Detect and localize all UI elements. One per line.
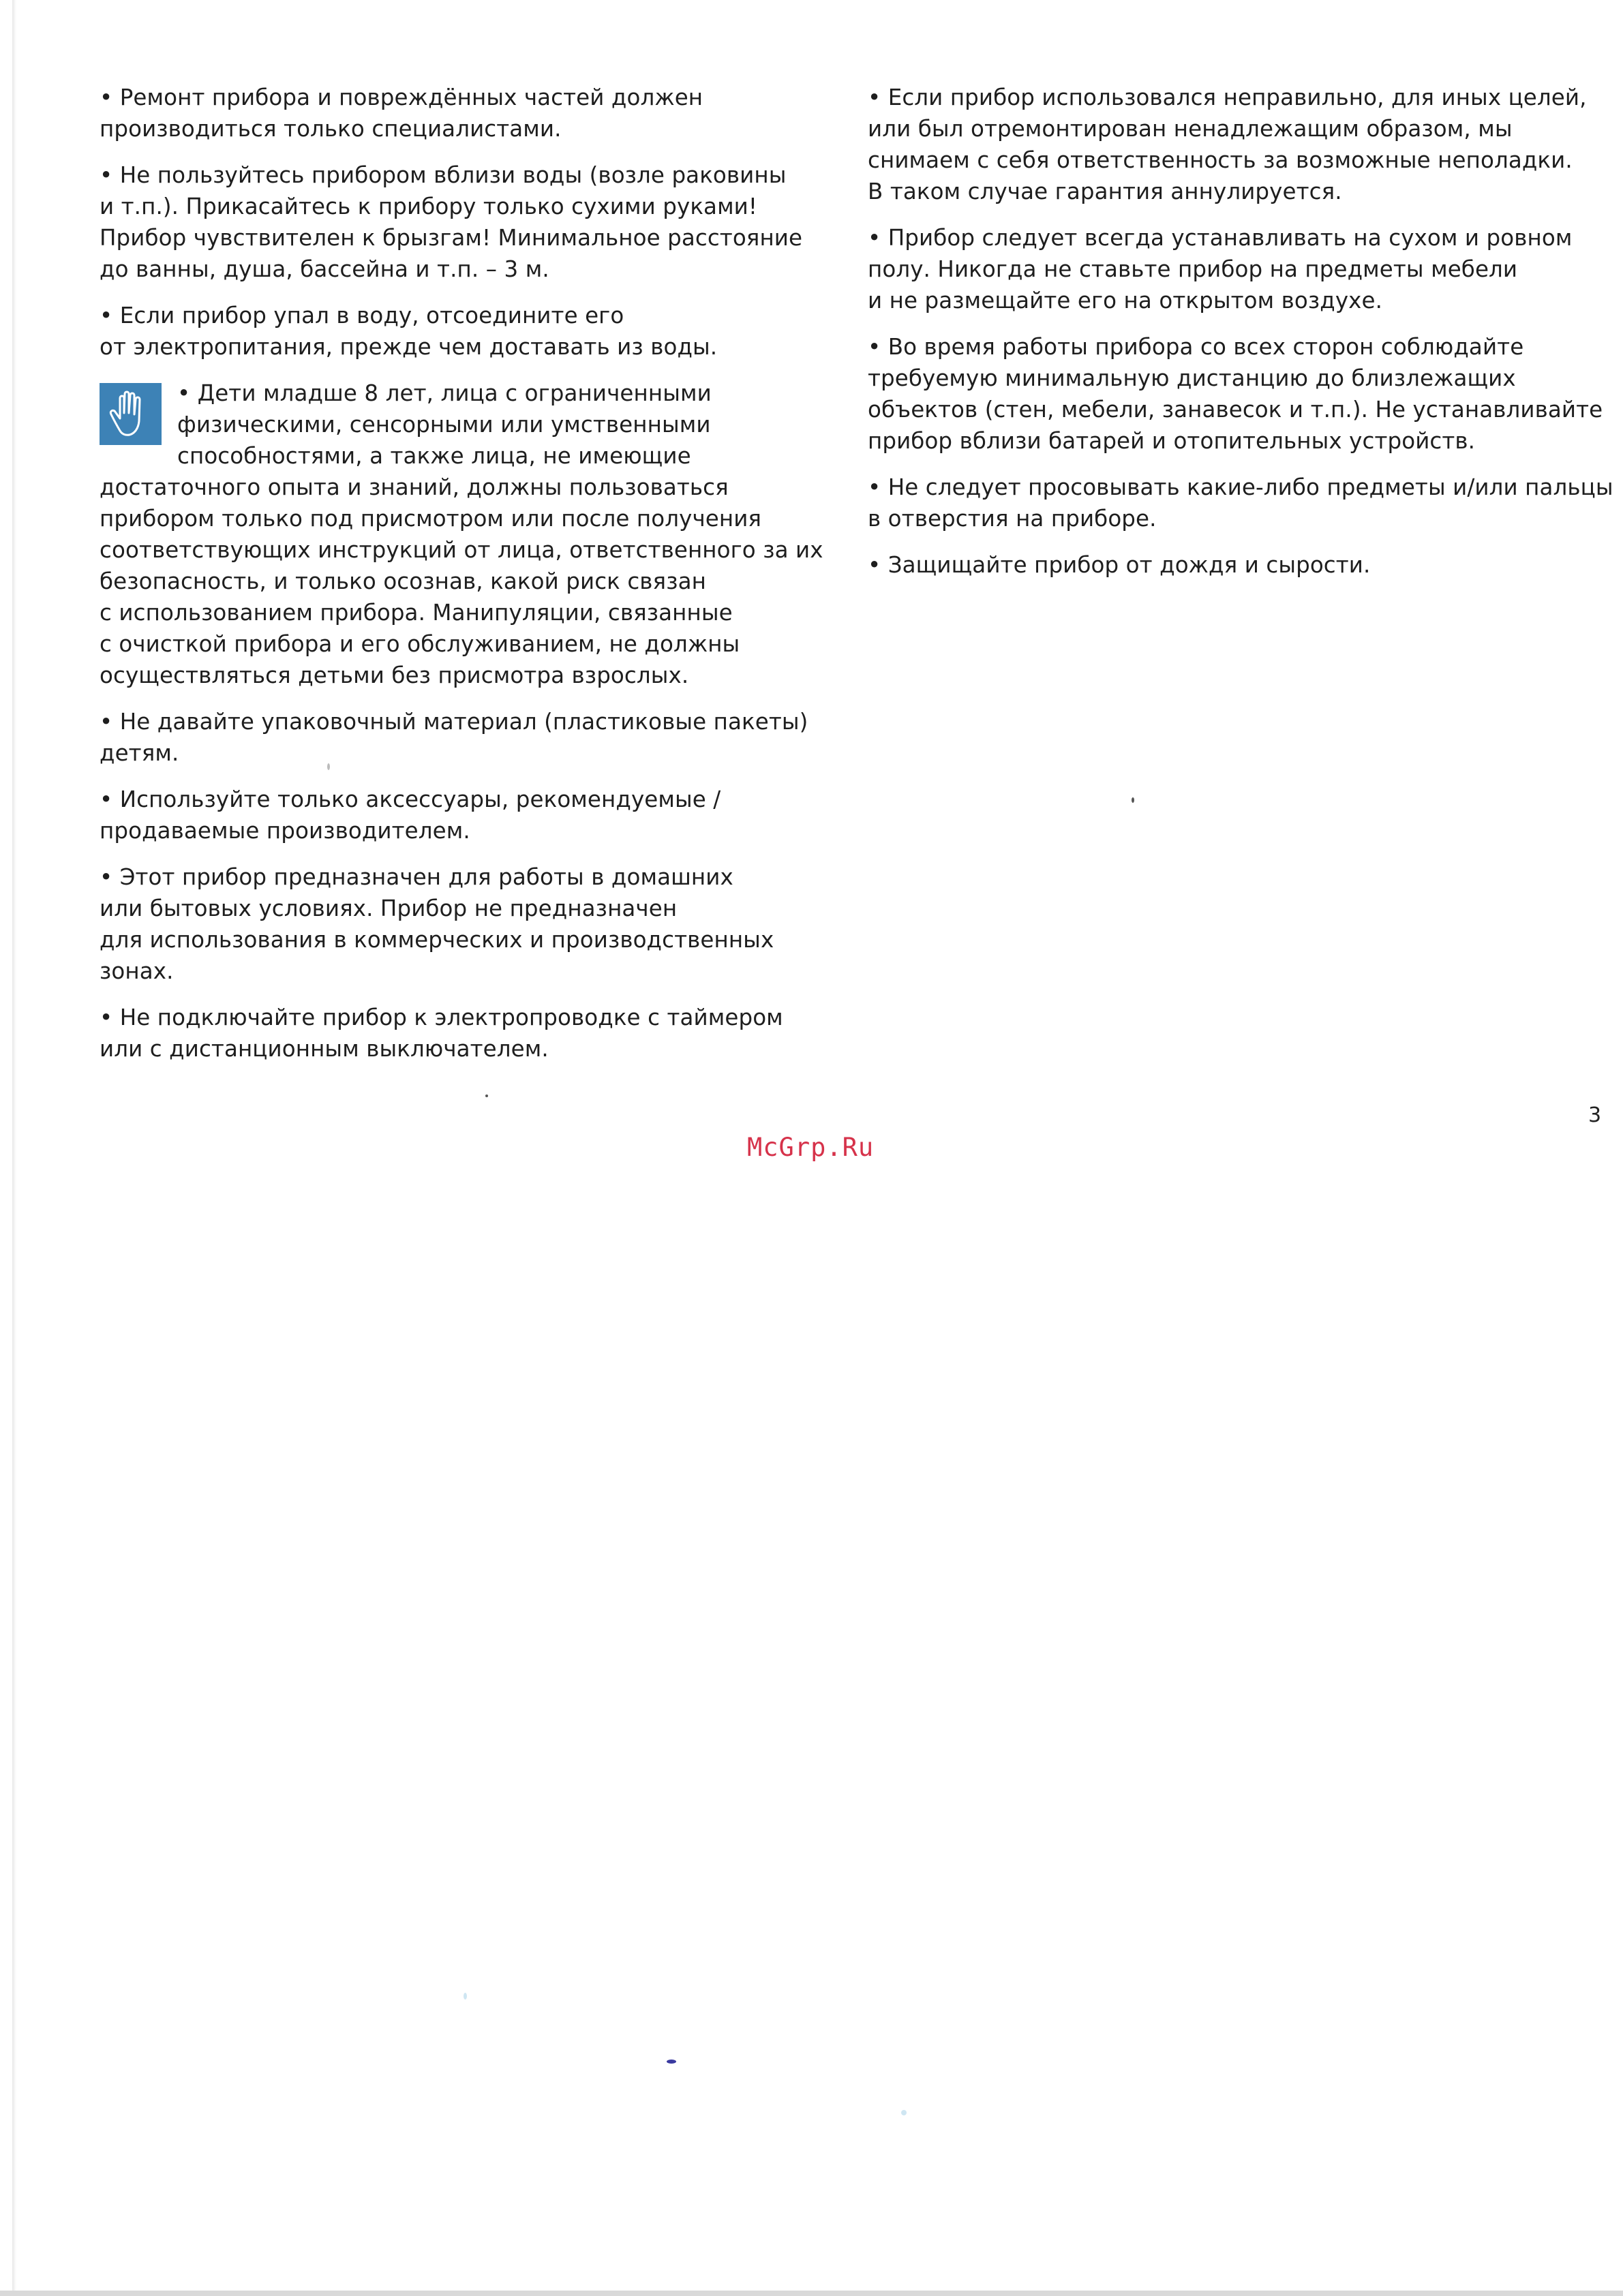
text-line: до ванны, душа, бассейна и т.п. – 3 м. — [100, 256, 549, 282]
text-line: или с дистанционным выключателем. — [100, 1036, 549, 1062]
text-line: физическими, сенсорными или умственными — [177, 412, 711, 438]
scan-speck — [485, 1095, 488, 1097]
left-p7 — [100, 861, 781, 987]
left-column — [100, 82, 823, 1080]
text-line: производиться только специалистами. — [100, 116, 562, 142]
text-line: • Ремонт прибора и повреждённых частей должен — [100, 85, 703, 110]
text-line: • Не подключайте прибор к электропроводке с таймером — [100, 1005, 783, 1030]
scan-speck — [667, 2060, 676, 2064]
scan-speck — [327, 763, 330, 770]
right-p1 — [868, 82, 1590, 207]
scan-speck — [901, 2110, 907, 2115]
right-p5 — [868, 549, 1590, 581]
text-line: с очисткой прибора и его обслуживанием, не должны — [100, 631, 740, 657]
text-line: • Не следует просовывать какие-либо предметы и/или пальцы — [868, 474, 1613, 500]
text-line: продаваемые производителем. — [100, 818, 470, 844]
right-p4 — [868, 472, 1613, 534]
right-p2 — [868, 222, 1590, 316]
text-line: • Если прибор упал в воду, отсоедините его — [100, 303, 624, 328]
text-line: прибор вблизи батарей и отопительных устройств. — [868, 428, 1476, 454]
text-line: от электропитания, прежде чем доставать из воды. — [100, 334, 718, 360]
text-line: • Не давайте упаковочный материал (пластиковые пакеты) — [100, 709, 808, 735]
text-line: В таком случае гарантия аннулируется. — [868, 179, 1342, 204]
text-line: • Используйте только аксессуары, рекомендуемые / — [100, 786, 721, 812]
text-line: • Этот прибор предназначен для работы в домашних — [100, 864, 733, 890]
right-column — [868, 82, 1613, 596]
left-p4-warning — [100, 378, 823, 691]
text-line: с использованием прибора. Манипуляции, связанные — [100, 600, 733, 626]
scan-edge-left — [12, 0, 16, 2296]
right-p3 — [868, 331, 1603, 457]
text-line: зонах. — [100, 958, 174, 984]
text-line: • Не пользуйтесь прибором вблизи воды (возле раковины — [100, 162, 787, 188]
text-line: • Дети младше 8 лет, лица с ограниченными — [177, 380, 712, 406]
text-line: снимаем с себя ответственность за возможные неполадки. — [868, 147, 1573, 173]
hand-stop-icon — [100, 383, 162, 445]
scan-edge-bottom — [0, 2291, 1623, 2296]
text-line: объектов (стен, мебели, занавесок и т.п.). Не устанавливайте — [868, 397, 1603, 423]
text-line: осуществляться детьми без присмотра взрослых. — [100, 662, 689, 688]
left-p3 — [100, 300, 781, 363]
text-line: в отверстия на приборе. — [868, 506, 1157, 532]
text-line: • Если прибор использовался неправильно, для иных целей, — [868, 85, 1587, 110]
text-line: или бытовых условиях. Прибор не предназначен — [100, 896, 678, 921]
page-number: 3 — [1588, 1103, 1602, 1127]
text-line: прибором только под присмотром или после получения — [100, 506, 762, 532]
text-line: детям. — [100, 740, 179, 766]
text-line: соответствующих инструкций от лица, ответственного за их — [100, 537, 823, 563]
watermark-link[interactable]: McGrp.Ru — [747, 1133, 875, 1162]
text-line: • Во время работы прибора со всех сторон соблюдайте — [868, 334, 1524, 360]
text-line: • Защищайте прибор от дождя и сырости. — [868, 552, 1371, 578]
text-line: и не размещайте его на открытом воздухе. — [868, 288, 1383, 313]
scan-speck — [1132, 797, 1134, 803]
text-line: для использования в коммерческих и производственных — [100, 927, 774, 953]
text-line: или был отремонтирован ненадлежащим образом, мы — [868, 116, 1513, 142]
text-line: достаточного опыта и знаний, должны пользоваться — [100, 474, 729, 500]
left-p8 — [100, 1002, 781, 1065]
text-line: полу. Никогда не ставьте прибор на предметы мебели — [868, 256, 1518, 282]
text-line: и т.п.). Прикасайтесь к прибору только сухими руками! — [100, 194, 758, 219]
left-p1 — [100, 82, 781, 144]
text-line: безопасность, и только осознав, какой риск связан — [100, 568, 706, 594]
text-line: требуемую минимальную дистанцию до близлежащих — [868, 365, 1516, 391]
text-line: Прибор чувствителен к брызгам! Минимальное расстояние — [100, 225, 803, 251]
scan-speck — [464, 1993, 467, 2000]
left-p5 — [100, 706, 808, 769]
left-p6 — [100, 784, 781, 846]
text-line: способностями, а также лица, не имеющие — [177, 443, 691, 469]
text-line: • Прибор следует всегда устанавливать на сухом и ровном — [868, 225, 1573, 251]
left-p2 — [100, 159, 803, 285]
